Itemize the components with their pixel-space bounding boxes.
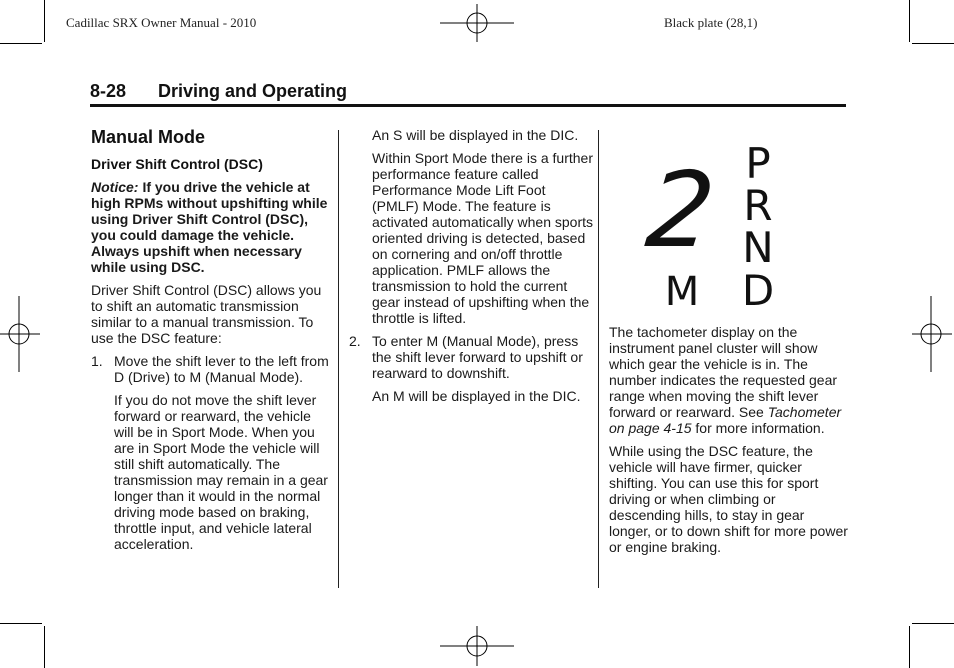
- step-1-detail: If you do not move the shift lever forward or rearward, the vehicle will be in Sport Mode. When you are in Sport Mode the vehicle will still shift automatically. The transmission may remain in a gear longer than it would in the normal driving mode based on braking, throttle input, and vehicle lateral acceleration.: [114, 392, 328, 552]
- column-left: [91, 127, 331, 559]
- list-item-step-2: [349, 333, 594, 381]
- running-header-plate: Black plate (28,1): [664, 15, 758, 30]
- crop-mark: [44, 626, 45, 668]
- gear-number: 2: [641, 149, 721, 271]
- pmlf-paragraph: Within Sport Mode there is a further performance feature called Performance Mode Lift Foot (PMLF) Mode. The feature is activated automatically when sports oriented driving is detected, based on cornering and on/off throttle application. PMLF allows the transmission to hold the current gear instead of upshifting when the throttle is lifted.: [372, 150, 593, 326]
- step-text: Move the shift lever to the left from D (Drive) to M (Manual Mode).: [114, 353, 329, 385]
- step-number: 1.: [91, 353, 103, 369]
- tachometer-text: The tachometer display on the instrument panel cluster will show which gear the vehicle is in. The number indicates the requested gear range when moving the shift lever forward or rearward. See: [609, 324, 838, 420]
- column-divider: [338, 130, 339, 588]
- page-number: 8-28: [90, 81, 127, 101]
- section-title: Driving and Operating: [158, 81, 348, 101]
- intro-paragraph: Driver Shift Control (DSC) allows you to shift an automatic transmission similar to a manual transmission. To use the DSC feature:: [91, 282, 322, 346]
- column-middle: [349, 127, 594, 411]
- prnd-letter-n: N: [742, 223, 774, 272]
- running-header-title: Cadillac SRX Owner Manual - 2010: [66, 15, 257, 30]
- crop-mark: [0, 43, 42, 44]
- step-text: To enter M (Manual Mode), press the shift lever forward to upshift or rearward to downshift.: [372, 333, 583, 381]
- column-divider: [598, 130, 599, 588]
- crop-mark: [44, 0, 45, 42]
- heading-manual-mode: Manual Mode: [91, 127, 206, 147]
- crop-mark: [912, 43, 954, 44]
- tachometer-xref-link[interactable]: Tachometer on page 4-15: [609, 404, 842, 436]
- tachometer-text-end: for more information.: [691, 420, 825, 436]
- notice-label: Notice:: [91, 179, 139, 195]
- registration-mark-bottom: [440, 626, 514, 666]
- notice-paragraph: [91, 179, 331, 275]
- crop-mark: [0, 623, 42, 624]
- step-number: 2.: [349, 333, 361, 349]
- sport-display-note: An S will be displayed in the DIC.: [372, 127, 579, 143]
- column-right: [609, 324, 849, 562]
- manual-display-note: An M will be displayed in the DIC.: [372, 388, 581, 404]
- list-item-step-1: [91, 353, 331, 385]
- registration-mark-right: [912, 296, 952, 372]
- crop-mark: [909, 626, 910, 668]
- prnd-letter-d: D: [741, 266, 775, 315]
- section-header: [90, 81, 846, 107]
- registration-mark-top: [440, 4, 514, 42]
- crop-mark: [912, 623, 954, 624]
- gear-display-illustration: [641, 139, 790, 315]
- subheading-dsc: Driver Shift Control (DSC): [91, 156, 263, 172]
- tachometer-paragraph: [609, 324, 849, 436]
- registration-mark-left: [0, 296, 40, 372]
- crop-mark: [909, 0, 910, 42]
- manual-mode-letter: M: [664, 269, 700, 315]
- prnd-letter-r: R: [743, 181, 773, 230]
- prnd-letter-p: P: [745, 139, 771, 188]
- dsc-feature-paragraph: While using the DSC feature, the vehicle will have firmer, quicker shifting. You can use this for sport driving or when climbing or descending hills, to stay in gear longer, or to down shift for more power or engine braking.: [609, 443, 848, 555]
- notice-text: If you drive the vehicle at high RPMs without upshifting while using Driver Shift Control (DSC), you could damage the vehicle. Always upshift when necessary while using DSC.: [91, 179, 328, 275]
